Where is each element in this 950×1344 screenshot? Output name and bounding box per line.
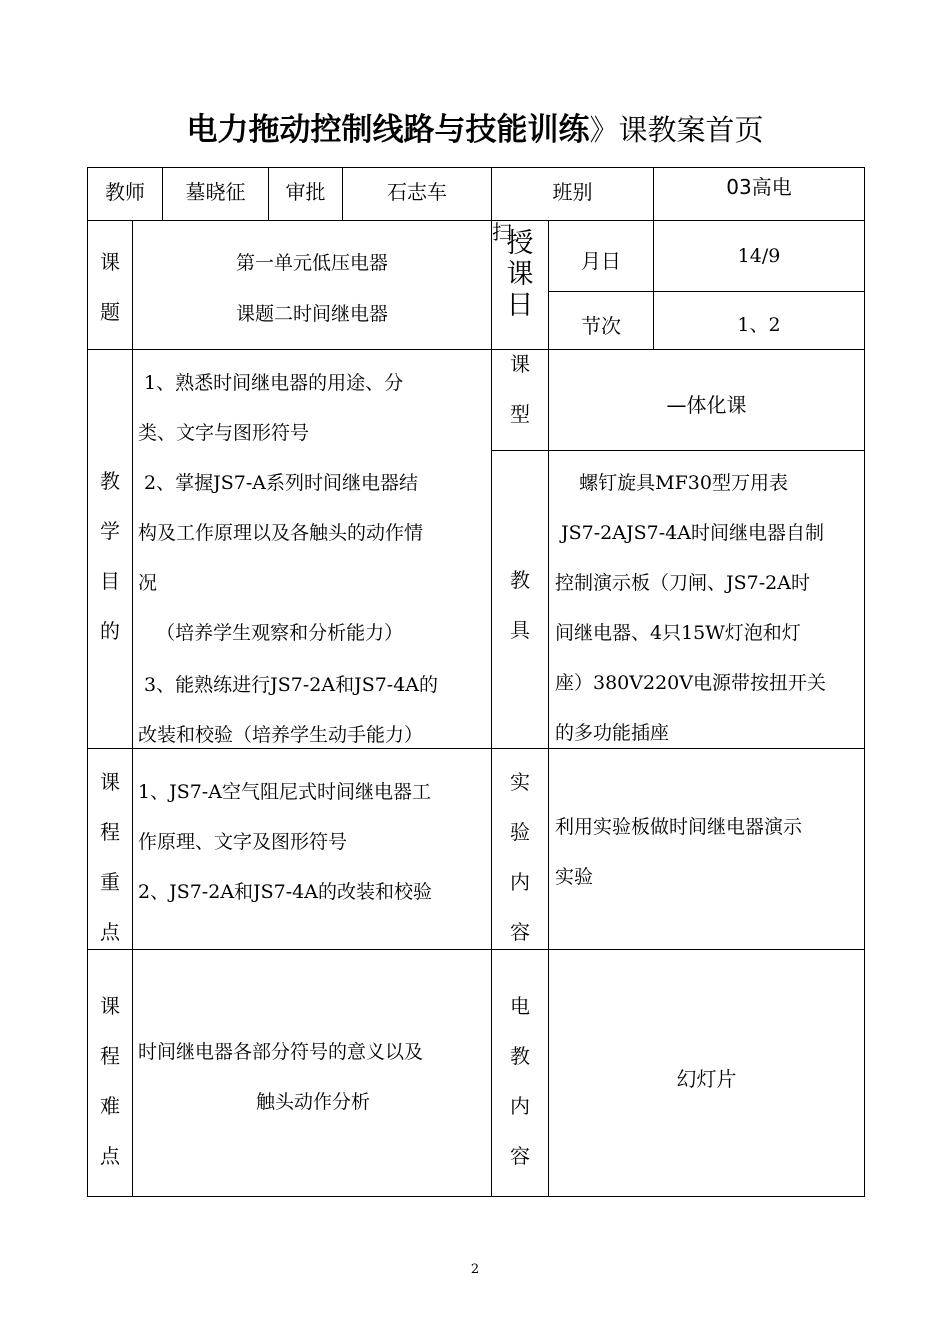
class-value: 03高电 bbox=[726, 175, 792, 199]
objective-line: 改装和校验（培养学生动手能力） bbox=[138, 724, 424, 746]
key-point-line: 2、JS7-2A和JS7-4A的改装和校验 bbox=[138, 881, 432, 903]
type-value: —体化课 bbox=[666, 393, 747, 417]
tools-line: 控制演示板（刀闸、JS7-2A时 bbox=[555, 572, 810, 594]
tools-line: 的多功能插座 bbox=[555, 722, 670, 744]
teach-date-label: 扫 授 课 日 bbox=[492, 222, 548, 348]
table-rule bbox=[87, 220, 865, 221]
key-points-text bbox=[138, 767, 490, 917]
objective-line: 构及工作原理以及各触头的动作情 bbox=[138, 522, 424, 544]
experiment-label: 实 验 内 容 bbox=[510, 770, 530, 944]
table-border-left bbox=[87, 167, 88, 1197]
teacher-label: 教师 bbox=[105, 180, 145, 204]
tools-line: 间继电器、4只15W灯泡和灯 bbox=[555, 622, 801, 644]
topic-label: 课 题 bbox=[100, 250, 120, 324]
objective-line: （培养学生观察和分析能力） bbox=[138, 622, 404, 644]
objective-line: 2、掌握JS7-A系列时间继电器结 bbox=[138, 472, 418, 494]
key-point-line: 1、JS7-A空气阻尼式时间继电器工 bbox=[138, 781, 431, 803]
objective-line: 况 bbox=[138, 572, 158, 594]
tools-label: 教 具 bbox=[510, 568, 530, 642]
experiment-text bbox=[555, 802, 863, 902]
difficulty-line: 触头动作分析 bbox=[255, 1091, 370, 1113]
key-point-line: 作原理、文字及图形符号 bbox=[138, 831, 348, 853]
difficulties-text bbox=[138, 1027, 490, 1127]
teacher-name: 墓晓征 bbox=[185, 180, 246, 204]
title-bold: 电力拖动控制线路与技能训练 bbox=[186, 112, 590, 148]
topic-unit: 第一单元低压电器 bbox=[235, 252, 388, 274]
approve-name: 石志车 bbox=[387, 180, 447, 204]
approve-label: 审批 bbox=[285, 180, 326, 204]
av-content-value: 幻灯片 bbox=[676, 1067, 737, 1091]
page-title bbox=[0, 104, 950, 149]
objectives-label: 教 学 目 的 bbox=[100, 469, 120, 643]
title-normal: 》课教案首页 bbox=[589, 113, 764, 147]
teach-date-label-cut: 扫 bbox=[492, 222, 512, 244]
tools-line: 座）380V220V电源带按扭开关 bbox=[555, 672, 826, 694]
table-rule bbox=[87, 949, 865, 950]
table-rule bbox=[132, 220, 133, 1197]
table-border-bottom bbox=[87, 1196, 865, 1197]
key-points-label: 课 程 重 点 bbox=[100, 770, 120, 944]
tools-text bbox=[555, 458, 863, 748]
tools-line: JS7-2AJS7-4A时间继电器自制 bbox=[555, 522, 824, 544]
type-label: 课 型 bbox=[510, 352, 530, 426]
objective-line: 3、能熟练进行JS7-2A和JS7-4A的 bbox=[138, 674, 439, 696]
experiment-line: 利用实验板做时间继电器演示 bbox=[555, 816, 803, 838]
page-number: 2 bbox=[470, 1262, 480, 1277]
table-border-right bbox=[864, 167, 865, 1197]
av-content-label: 电 教 内 容 bbox=[510, 994, 530, 1168]
difficulties-label: 课 程 难 点 bbox=[100, 994, 120, 1168]
table-border-top bbox=[87, 167, 865, 168]
table-rule bbox=[87, 349, 865, 350]
difficulty-line: 时间继电器各部分符号的意义以及 bbox=[138, 1041, 424, 1063]
table-rule bbox=[548, 220, 549, 1197]
objective-line: 1、熟悉时间继电器的用途、分 bbox=[138, 372, 404, 394]
class-label: 班别 bbox=[552, 180, 593, 204]
table-rule bbox=[87, 748, 865, 749]
objective-line: 类、文字与图形符号 bbox=[138, 422, 310, 444]
objectives-text bbox=[138, 358, 490, 748]
date-value: 14/9 bbox=[737, 245, 781, 267]
table-rule bbox=[548, 291, 865, 292]
tools-line: 螺钉旋具MF30型万用表 bbox=[555, 472, 788, 494]
experiment-line: 实验 bbox=[555, 866, 594, 888]
topic-subject: 课题二时间继电器 bbox=[235, 303, 388, 325]
period-value: 1、2 bbox=[737, 314, 781, 336]
period-label: 节次 bbox=[581, 314, 621, 338]
date-label: 月日 bbox=[581, 249, 621, 273]
